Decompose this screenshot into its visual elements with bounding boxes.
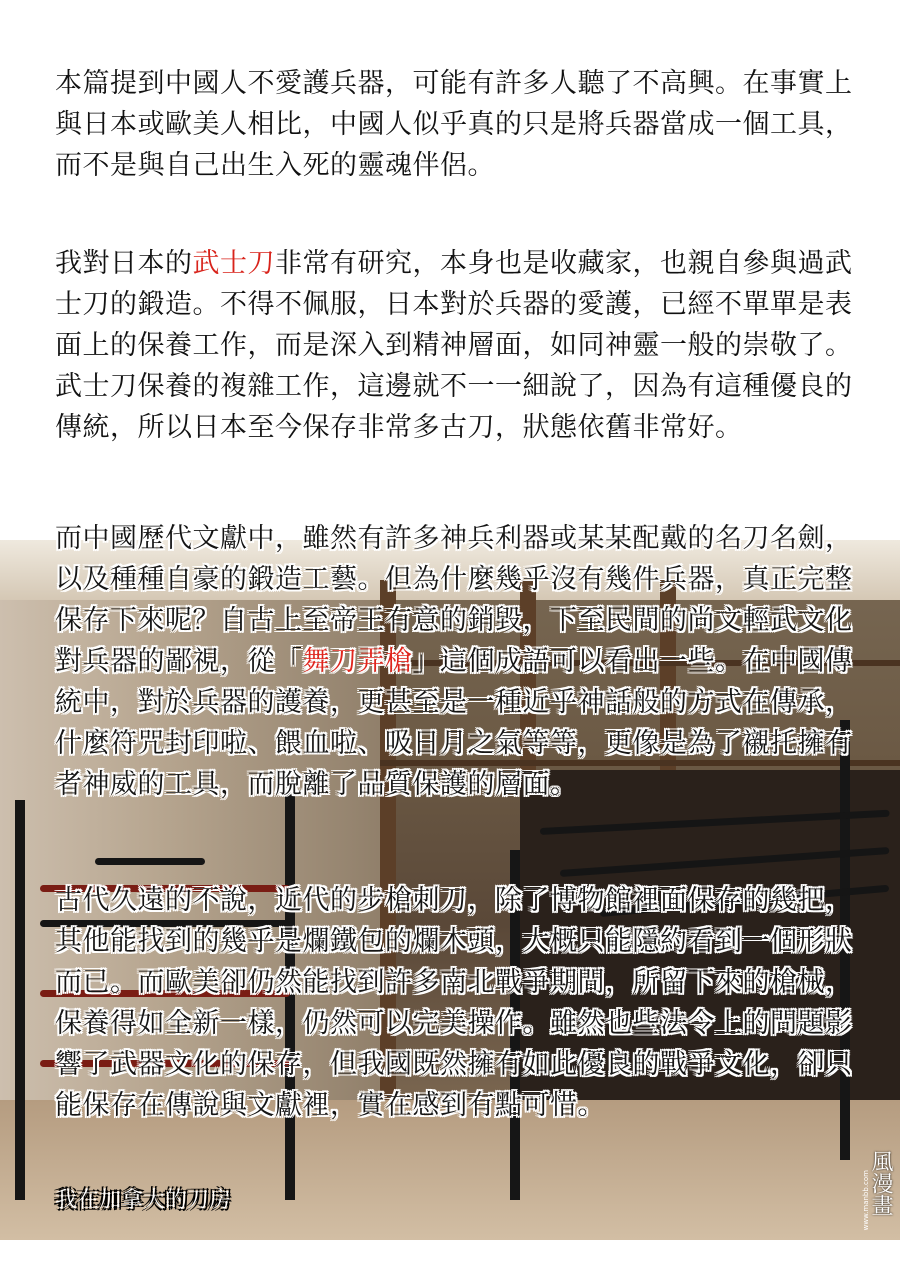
text-line — [55, 243, 855, 284]
text-line: 統中，對於兵器的護養，更甚至是一種近乎神話般的方式在傳承， — [55, 687, 853, 718]
text-line: 面上的保養工作，而是深入到精神層面，如同神靈一般的崇敬了。 — [55, 330, 853, 361]
photo-caption: 我在加拿大的刀房 — [55, 1188, 232, 1213]
sword-stand — [15, 800, 25, 1200]
text-line: 與日本或歐美人相比，中國人似乎真的只是將兵器當成一個工具， — [55, 109, 853, 140]
watermark — [860, 1150, 896, 1260]
text-line — [55, 641, 855, 682]
highlight-samurai-sword: 武士刀 — [192, 248, 275, 279]
paragraph-3 — [55, 518, 855, 805]
text-span: 我對日本的 — [55, 248, 193, 279]
text-line: 古代久遠的不說，近代的步槍刺刀，除了博物館裡面保存的幾把， — [55, 885, 853, 916]
watermark-logo: 風漫畫 — [868, 1150, 893, 1216]
text-span: 對兵器的鄙視，從「 — [55, 646, 303, 677]
text-line: 傳統，所以日本至今保存非常多古刀，狀態依舊非常好。 — [55, 412, 743, 443]
text-line: 而不是與自己出生入死的靈魂伴侶。 — [55, 150, 495, 181]
text-line: 者神威的工具，而脫離了品質保護的層面。 — [55, 769, 578, 800]
highlight-idiom: 舞刀弄槍 — [302, 646, 413, 677]
text-line: 什麼符咒封印啦、餵血啦、吸日月之氣等等，更像是為了襯托擁有 — [55, 728, 853, 759]
text-line: 而已。而歐美卻仍然能找到許多南北戰爭期間，所留下來的槍械， — [55, 967, 853, 998]
paragraph-4 — [55, 880, 855, 1126]
paragraph-1 — [55, 63, 855, 186]
text-span: 非常有研究，本身也是收藏家，也親自參與過武 — [275, 248, 853, 279]
text-span: 」這個成語可以看出一些。在中國傳 — [412, 646, 853, 677]
katana — [95, 858, 205, 865]
text-line: 本篇提到中國人不愛護兵器，可能有許多人聽了不高興。在事實上 — [55, 68, 853, 99]
text-line: 響了武器文化的保存，但我國既然擁有如此優良的戰爭文化，卻只 — [55, 1049, 853, 1080]
text-line: 以及種種自豪的鍛造工藝。但為什麼幾乎沒有幾件兵器，真正完整 — [55, 564, 853, 595]
text-line: 士刀的鍛造。不得不佩服，日本對於兵器的愛護，已經不單單是表 — [55, 289, 853, 320]
paragraph-2 — [55, 243, 855, 448]
text-line: 武士刀保養的複雜工作，這邊就不一一細說了，因為有這種優良的 — [55, 371, 853, 402]
text-line: 保存下來呢？自古上至帝王有意的銷毀，下至民間的尚文輕武文化 — [55, 605, 853, 636]
text-line: 能保存在傳說與文獻裡，實在感到有點可惜。 — [55, 1090, 605, 1121]
text-line: 保養得如全新一樣，仍然可以完美操作。雖然也些法令上的問題影 — [55, 1008, 853, 1039]
text-line: 而中國歷代文獻中，雖然有許多神兵利器或某某配戴的名刀名劍， — [55, 523, 853, 554]
watermark-url: www.manbb.com — [862, 1170, 870, 1231]
text-line: 其他能找到的幾乎是爛鐵包的爛木頭，大概只能隱約看到一個形狀 — [55, 926, 853, 957]
